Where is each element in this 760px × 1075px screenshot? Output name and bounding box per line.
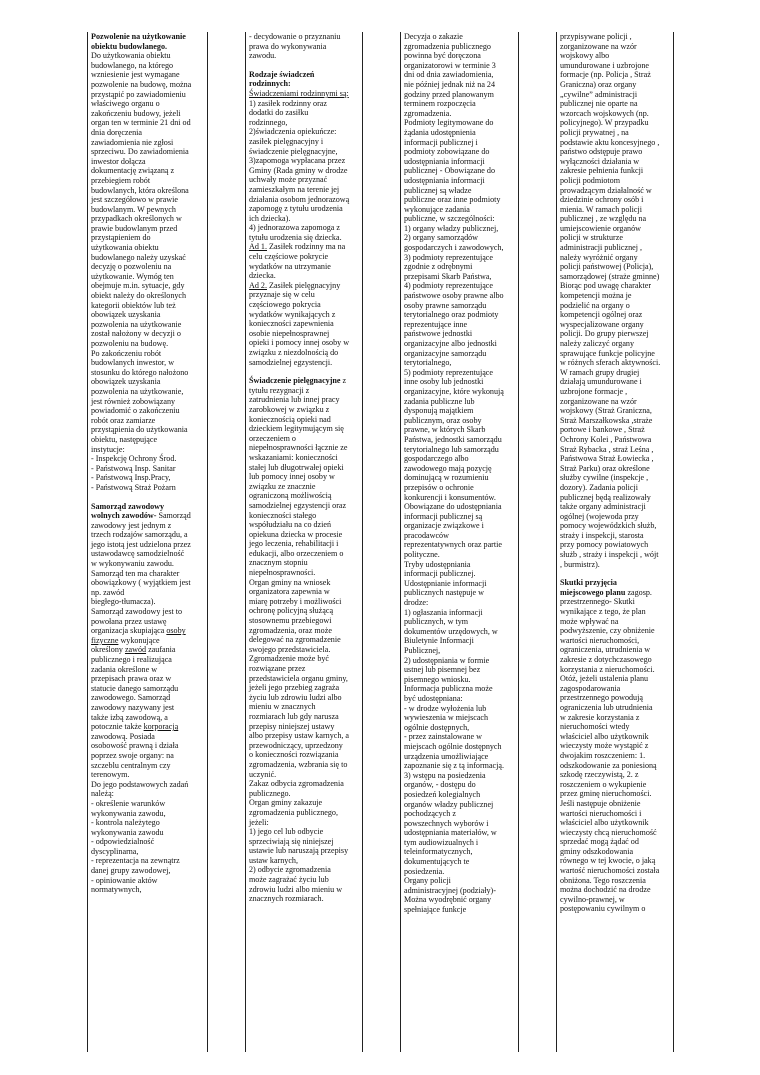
professional-self-government-text-b: wykonujące określony: [91, 635, 160, 655]
paragraph-gap: [249, 61, 359, 70]
underlined-family-benefits-lead: Świadczeniami rodzinnymi są:: [249, 88, 349, 98]
paragraph-gap: [91, 493, 204, 502]
heading-building-use-permit: Pozwolenie na użytkowanie obiektu budowlanego.: [91, 32, 186, 51]
heading-family-benefits: Rodzaje świadczeń rodzinnych:: [249, 69, 315, 89]
column-1-paragraph-1: [91, 32, 204, 493]
underlined-ad-1: Ad 1.: [249, 242, 267, 252]
paragraph-gap: [249, 367, 359, 376]
heading-professional-self-government: Samorząd zawodowy wolnych zawodów-: [91, 501, 165, 521]
text-column-2: [245, 32, 363, 1052]
public-information-text: Decyzja o zakazie zgromadzenia publicznego powinna być doręczona organizatorowi w terminie 3 dni od dnia zawiadomienia, nie później jednak niż na 24 godziny przed planowanym terminem rozpoczęcia zgromadzenia. Podmioty legitymowane do żądania udostępnienia informacji publicznej i podmioty zobowiązane do udostępniania informacji publicznej - Obowiązane do udostępniania informacji publicznej są władze publiczne oraz inne podmioty wykonujące zadania publiczne, w szczególności: 1) organy władzy publicznej, 2) organy samorządów gospodarczych i zawodowych, 3) podmioty reprezentujące zgodnie z odrębnymi przepisami Skarb Państwa, 4) podmioty reprezentujące państwowe osoby prawne albo osoby prawne samorządu terytorialnego oraz podmioty reprezentujące inne państwowe jednostki organizacyjne albo jednostki organizacyjne samorządu terytorialnego, 5) podmioty reprezentujące inne osoby lub jednostki organizacyjne, które wykonują zadania publiczne lub dysponują majątkiem publicznym, oraz osoby prawne, w których Skarb Państwa, jednostki samorządu terytorialnego lub samorządu gospodarczego albo zawodowego mają pozycję dominującą w rozumieniu przepisów o ochronie konkurencji i konsumentów. Obowiązane do udostępniania informacji publicznej są organizacje związkowe i pracodawców reprezentatywnych oraz partie polityczne. Tryby udostępniania informacji publicznej. Udostępnianie informacji publicznych następuje w drodze: 1) ogłaszania informacji publicznych, w tym dokumentów urzędowych, w Biuletynie Informacji Publicznej, 2) udostępniania w formie ustnej lub pisemnej bez pisemnego wniosku. Informacja publiczna może być udostępniana: - w drodze wyłożenia lub wywieszenia w miejscach ogólnie dostępnych, - przez zainstalowane w miejscach ogólnie dostępnych urządzenia umożliwiające zapoznanie się z tą informacją. 3) wstępu na posiedzenia organów, - dostępu do posiedzeń kolegialnych organów władzy publicznej pochodzących z powszechnych wyborów i udostępniania materiałów, w tym audiowizualnych i teleinformatycznych, dokumentujących te posiedzenia. Organy policji administracyjnej (podziały)- Można wyodrębnić organy spełniające funkcje: [404, 32, 504, 915]
text-column-1: [87, 32, 208, 1052]
column-2-intro: - decydowanie o przyznaniu prawa do wykonywania zawodu.: [249, 32, 341, 61]
heading-care-benefit: Świadczenie pielęgnacyjne: [249, 376, 341, 386]
professional-self-government-text-a: Samorząd zawodowy jest jednym z trzech rodzajów samorządu, a jego istotą jest udzielona przez ustawodawcę samodzielność w wykonywaniu zawodu. Samorząd ten ma charakter obowiązkowy ( wyjątkiem jest np. zawód biegłego-tłumacza). Samorząd zawodowy jest to powołana przez ustawę organizacja skupiająca: [91, 511, 191, 636]
underlined-ad-2: Ad 2.: [249, 280, 267, 290]
family-allowance-text: Zasiłek rodzinny ma na celu częściowe pokrycie wydatków na utrzymanie dziecka.: [249, 242, 346, 281]
column-1-paragraph-2: [91, 502, 204, 895]
heading-local-plan-effects: Skutki przyjęcia miejscowego planu: [560, 578, 626, 597]
administrative-police-text: przypisywane policji , zorganizowane na wzór wojskowy albo umundurowane i uzbrojone formacje (np. Policja , Straż Graniczna) oraz organy „cywilne” administracji publicznej nie oparte na wzorcach wojskowych (np. policyjnego). W przypadku policji prywatnej , na podstawie aktu koncesyjnego , państwo odstępuje prawo wyłączności działania w zakresie pełnienia funkcji policji podmiotom prowadzącym działalność w dziedzinie ochrony osób i mienia. W ramach policji publicznej , ze względu na umiejscowienie organów policji w strukturze administracji publicznej , należy wyróżnić organy policji państwowej (Policja), samorządowej (straże gminne) Biorąc pod uwagę charakter kompetencji można je podzielić na organy o kompetencji ogólnej oraz wyspecjalizowane organy policji. Do grupy pierwszej należy zaliczyć organy sprawujące funkcje policyjne w różnych sferach aktywności. W ramach grupy drugiej działają umundurowane i uzbrojone formacje , zorganizowane na wzór wojskowy (Straż Graniczna, Straż Marszałkowska ,straże portowe i bankowe , Straż Ochrony Kolei , Państwowa Straż Rybacka , straż Leśna , Państwowa Straż Łowiecka , Straż Parku) oraz określone służby cywilne (inspekcje , dozory). Zadania policji publicznej będą realizowały także organy administracji ogólnej (wojewoda przy pomocy wojewódzkich służb, straży i inspekcji, starosta przy pomocy powiatowych służb , straży i inspekcji , wójt , burmistrz).: [560, 32, 661, 569]
care-benefit-and-assembly-text: z tytułu rezygnacji z zatrudnienia lub innej pracy zarobkowej w związku z koniecznością opieki nad dzieckiem legitymującym się orzeczeniem o niepełnosprawności łącznie ze wskazaniami: konieczności stałej lub długotrwałej opieki lub pomocy innej osoby w związku ze znacznie ograniczoną możliwością samodzielnej egzystencji oraz konieczności stałego współudziału na co dzień opiekuna dziecka w procesie jego leczenia, rehabilitacji i edukacji, albo orzeczeniem o znacznym stopniu niepełnosprawności. Organ gminy na wniosek organizatora zapewnia w miarę potrzeby i możliwości ochronę policyjną służącą stosownemu przebiegowi zgromadzenia, oraz może delegować na zgromadzenie swojego przedstawiciela. Zgromadzenie może być rozwiązane przez przedstawiciela organu gminy, jeżeli jego przebieg zagraża życiu lub zdrowiu ludzi albo mieniu w znacznych rozmiarach lub gdy narusza przepisy niniejszej ustawy albo przepisy ustaw karnych, a przewodniczący, uprzedzony o konieczności rozwiązania zgromadzenia, wzbrania się to uczynić. Zakaz odbycia zgromadzenia publicznego. Organ gminy zakazuje zgromadzenia publicznego, jeżeli: 1) jego cel lub odbycie sprzeciwiają się niniejszej ustawie lub naruszają przepisy ustaw karnych, 2) odbycie zgromadzenia może zagrażać życiu lub zdrowiu ludzi albo mieniu w znacznych rozmiarach.: [249, 376, 350, 904]
building-use-permit-text: Do użytkowania obiektu budowlanego, na którego wzniesienie jest wymagane pozwolenie na budowę, można przystąpić po zawiadomieniu właściwego organu o zakończeniu budowy, jeżeli organ ten w terminie 21 dni od dnia doręczenia zawiadomienia nie zgłosi sprzeciwu. Do zawiadomienia inwestor dołącza dokumentację związaną z przebiegiem robót budowlanych, która określona jest szczegółowo w prawie budowlanym. W pewnych przypadkach określonych w prawie budowlanym przed przystąpieniem do użytkowania obiektu budowlanego należy uzyskać decyzję o pozwoleniu na użytkowanie. Wymóg ten obejmuje m.in. sytuacje, gdy obiekt należy do określonych kategorii obiektów lub też obowiązek uzyskania pozwolenia na użytkowanie został nałożony w decyzji o pozwoleniu na budowę. Po zakończeniu robót budowlanych inwestor, w stosunku do którego nałożono obowiązek uzyskania pozwolenia na użytkowanie, jest również zobowiązany powiadomić o zakończeniu robót oraz zamiarze przystąpienia do użytkowania obiektu, następujące instytucje: - Inspekcję Ochrony Środ. - Państwową Insp. Sanitar - Państwową Insp.Pracy, - Państwową Straż Pożarn: [91, 51, 192, 492]
underlined-term-profession: zawód: [124, 645, 147, 655]
local-plan-effects-text: zagosp. przestrzennego- Skutki wynikające z tego, że plan może wpływać na podwyższenie, czy obniżenie wartości nieruchomości, ograniczenia, utrudnienia w zakresie z dotychczasowego korzystania z nieruchomości. Otóż, jeżeli ustalenia planu zagospodarowania przestrzennego powodują ograniczenia lub utrudnienia w zakresie korzystania z nieruchomości wtedy właściciel albo użytkownik wieczysty może wystąpić z dwojakim roszczeniem: 1. odszkodowanie za poniesioną szkodę rzeczywistą, 2. z roszczeniem o wykupienie przez gminę nieruchomości. Jeśli następuje obniżenie wartości nieruchomości i właściciel albo użytkownik wieczysty chcą nieruchomość sprzedać mogą żądać od gminy odszkodowania równego w tej kwocie, o jaką wartość nieruchomości została obniżona. Tego roszczenia można dochodzić na drodze cywilno-prawnej, w postępowaniu cywilnym o: [560, 587, 660, 914]
text-column-4: [556, 32, 674, 1052]
underlined-term-corporation: korporacją: [143, 722, 179, 732]
professional-self-government-text-d: zawodową. Posiada osobowość prawną i działa poprzez swoje organy: na szczeblu centralnym czy terenowym. Do jego podstawowych zadań należą: - określenie warunków wykonywania zawodu, - kontrola należytego wykonywania zawodu - odpowiedzialność dyscyplinarna, - reprezentacja na zewnątrz danej grupy zawodowej, - opiniowanie aktów normatywnych,: [91, 731, 189, 895]
text-column-3: [400, 32, 519, 1052]
family-benefits-list: 1) zasiłek rodzinny oraz dodatki do zasiłku rodzinnego, 2)świadczenia opiekuńcze: zasiłek pielęgnacyjny i świadczenie pielęgnacyjne, 3)zapomoga wypłacana przez Gminy (Rada gminy w drodze uchwały może przyznać zamieszkałym na terenie jej działania osobom jednorazową zapomogę z tytułu urodzenia ich dziecka). 4) jednorazowa zapomoga z tytułu urodzenia się dziecka.: [249, 98, 350, 242]
paragraph-gap: [560, 569, 670, 578]
column-4-paragraph-2: [560, 578, 670, 914]
column-2-paragraph-1: [249, 70, 359, 367]
underlined-term-natural-persons: osoby fizyczne: [91, 626, 186, 645]
care-allowance-text: Zasiłek pielęgnacyjny przyznaje się w celu częściowego pokrycia wydatków wynikających z konieczności zapewnienia osobie niepełnosprawnej opieki i pomocy innej osoby w związku z niezdolnością do samodzielnej egzystencji.: [249, 280, 350, 367]
column-2-paragraph-2: [249, 376, 359, 904]
professional-self-government-text-c: zaufania publicznego i realizująca zadania określone w przepisach prawa oraz w statucie danego samorządu zawodowego. Samorząd zawodowy nazywany jest także izbą zawodową, a potocznie także: [91, 645, 179, 732]
